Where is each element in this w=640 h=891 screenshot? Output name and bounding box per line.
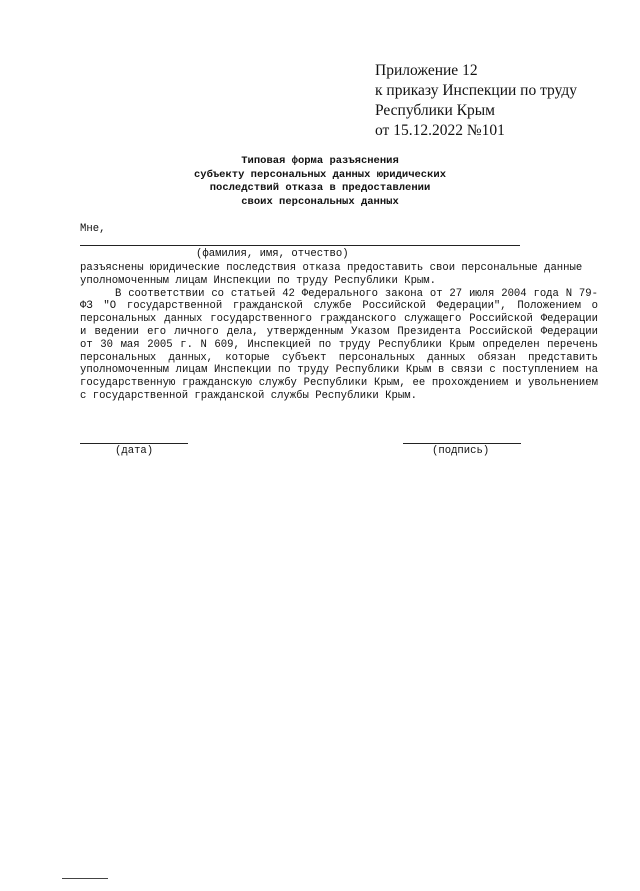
explanation-paragraph-1: разъяснены юридические последствия отказа предоставить свои персональные данные уполномоченным лицам Инспекции по труду Республики Крым. <box>80 262 583 287</box>
full-name-field-line[interactable] <box>80 245 520 246</box>
appendix-order-ref: к приказу Инспекции по труду <box>375 82 578 99</box>
title-line-1: Типовая форма разъяснения <box>241 155 399 167</box>
appendix-number: Приложение 12 <box>375 62 478 79</box>
appendix-order-date: от 15.12.2022 №101 <box>375 122 505 139</box>
explanation-paragraph-2: В соответствии со статьей 42 Федерального закона от 27 июля 2004 года N 79-ФЗ "О государственной гражданской службе Российской Федерации", Положением о персональных данных государственного гражданского служащего Российской Федерации и ведении его личного дела, утвержденным Указом Президента Российской Федерации от 30 мая 2005 г. N 609, Инспекцией по труду Республики Крым определен перечень персональных данных, которые субъект персональных данных обязан представить уполномоченным лицам Инспекции по труду Республики Крым в связи с поступлением на государственную гражданскую службу Республики Крым, ее прохождением и увольнением с государственной гражданской службы Республики Крым. <box>80 287 598 402</box>
title-line-2: субъекту персональных данных юридических <box>193 168 447 181</box>
date-field-line[interactable] <box>80 443 188 444</box>
explanation-text <box>80 262 598 403</box>
appendix-header <box>375 61 577 141</box>
footnote-divider <box>62 878 108 879</box>
title-line-3: последствий отказа в предоставлении <box>209 182 431 194</box>
full-name-caption: (фамилия, имя, отчество) <box>196 248 349 260</box>
appendix-region: Республики Крым <box>375 102 495 119</box>
title-line-4: своих персональных данных <box>241 195 399 208</box>
date-caption: (дата) <box>115 445 154 457</box>
signature-caption: (подпись) <box>432 445 490 457</box>
document-title <box>60 155 580 209</box>
greeting: Мне, <box>80 223 106 235</box>
signature-field-line[interactable] <box>403 443 521 444</box>
